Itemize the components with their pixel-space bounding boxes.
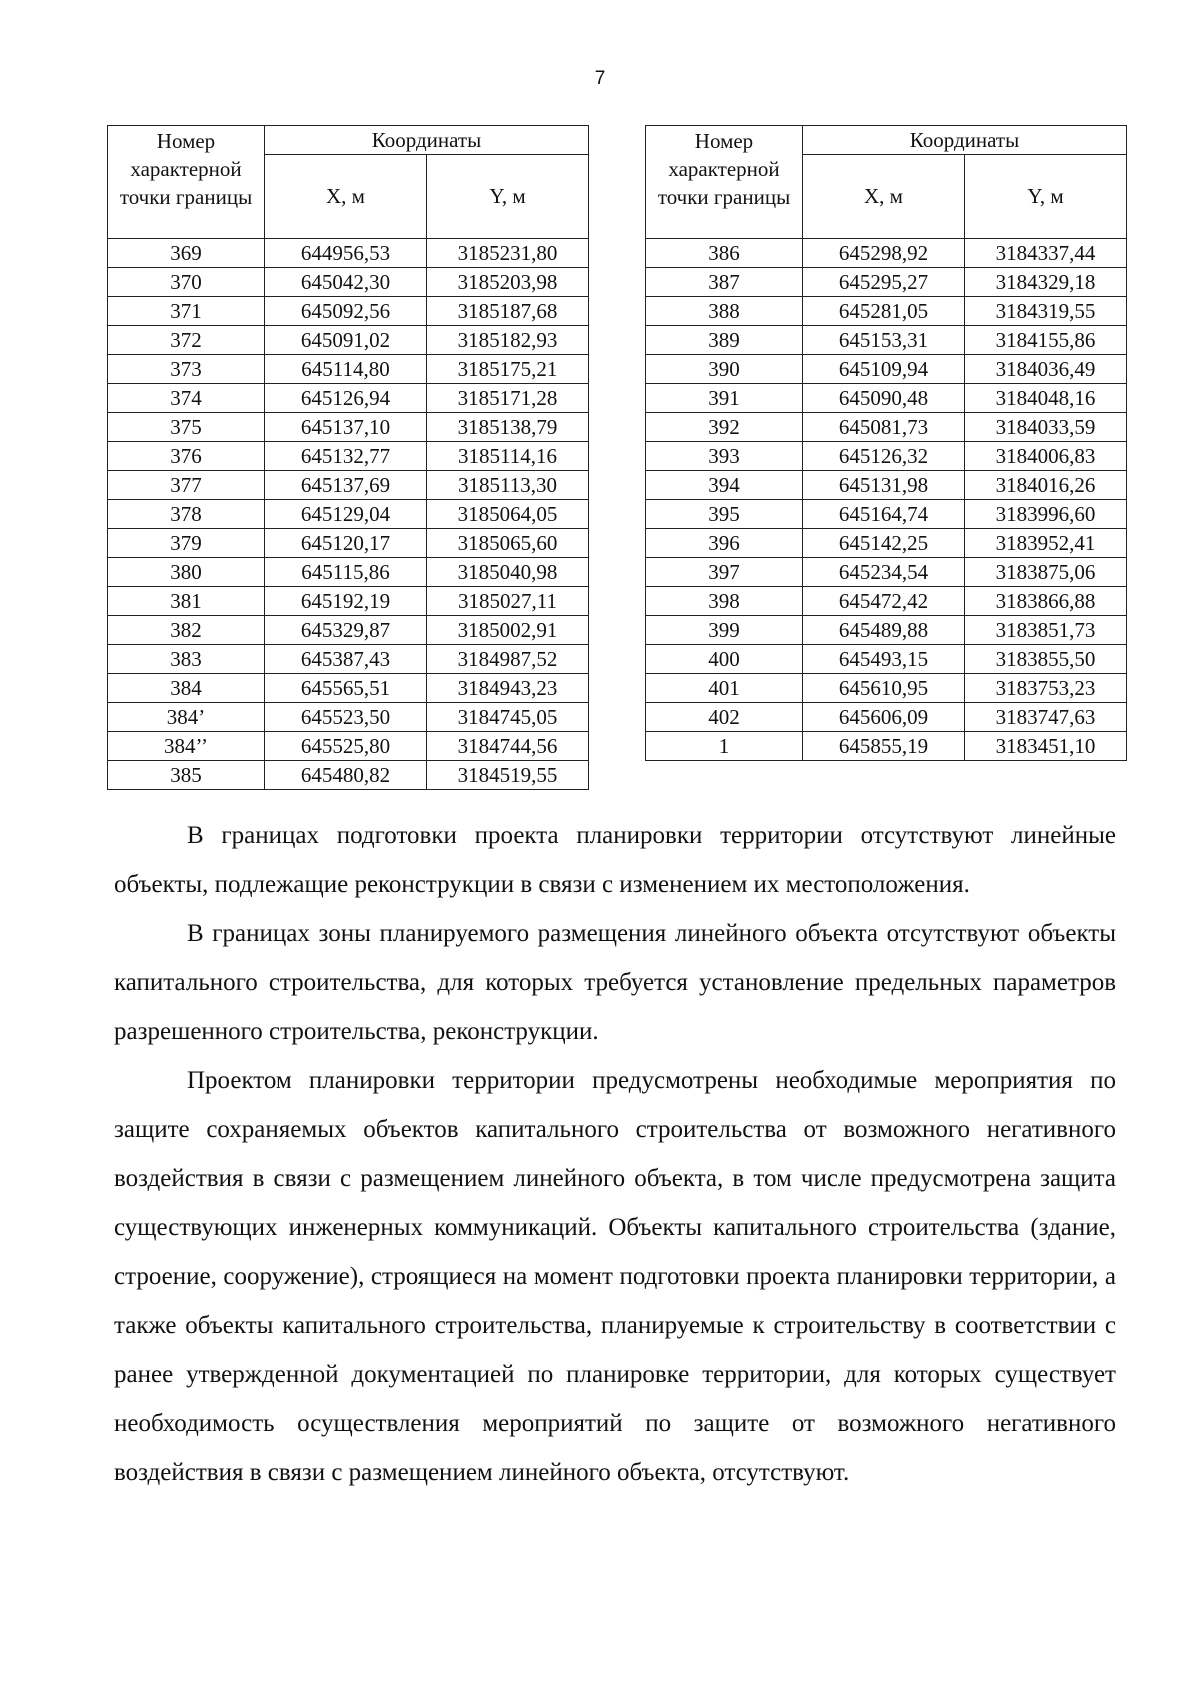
header-x: X, м bbox=[803, 155, 965, 239]
y-coordinate-cell: 3185187,68 bbox=[427, 297, 589, 326]
x-coordinate-cell: 645126,94 bbox=[265, 384, 427, 413]
header-y: Y, м bbox=[427, 155, 589, 239]
x-coordinate-cell: 645192,19 bbox=[265, 587, 427, 616]
x-coordinate-cell: 645329,87 bbox=[265, 616, 427, 645]
x-coordinate-cell: 645164,74 bbox=[803, 500, 965, 529]
point-number-cell: 384’’ bbox=[108, 732, 265, 761]
body-text bbox=[114, 811, 1116, 1497]
table-body bbox=[646, 239, 1127, 761]
table-row bbox=[646, 326, 1127, 355]
page-number: 7 bbox=[594, 68, 606, 89]
y-coordinate-cell: 3185040,98 bbox=[427, 558, 589, 587]
point-number-cell: 398 bbox=[646, 587, 803, 616]
x-coordinate-cell: 645606,09 bbox=[803, 703, 965, 732]
x-coordinate-cell: 645153,31 bbox=[803, 326, 965, 355]
point-number-cell: 371 bbox=[108, 297, 265, 326]
y-coordinate-cell: 3183875,06 bbox=[965, 558, 1127, 587]
point-number-cell: 387 bbox=[646, 268, 803, 297]
point-number-cell: 397 bbox=[646, 558, 803, 587]
table-row bbox=[646, 558, 1127, 587]
table-row bbox=[646, 297, 1127, 326]
y-coordinate-cell: 3184943,23 bbox=[427, 674, 589, 703]
table-row bbox=[108, 268, 589, 297]
y-coordinate-cell: 3185065,60 bbox=[427, 529, 589, 558]
x-coordinate-cell: 645137,10 bbox=[265, 413, 427, 442]
point-number-cell: 401 bbox=[646, 674, 803, 703]
x-coordinate-cell: 645120,17 bbox=[265, 529, 427, 558]
point-number-cell: 400 bbox=[646, 645, 803, 674]
point-number-cell: 392 bbox=[646, 413, 803, 442]
x-coordinate-cell: 645387,43 bbox=[265, 645, 427, 674]
table-row bbox=[646, 587, 1127, 616]
point-number-cell: 393 bbox=[646, 442, 803, 471]
table-row bbox=[646, 674, 1127, 703]
point-number-cell: 376 bbox=[108, 442, 265, 471]
y-coordinate-cell: 3184337,44 bbox=[965, 239, 1127, 268]
point-number-cell: 377 bbox=[108, 471, 265, 500]
point-number-cell: 384 bbox=[108, 674, 265, 703]
table-row bbox=[646, 239, 1127, 268]
y-coordinate-cell: 3184016,26 bbox=[965, 471, 1127, 500]
y-coordinate-cell: 3183747,63 bbox=[965, 703, 1127, 732]
x-coordinate-cell: 645525,80 bbox=[265, 732, 427, 761]
table-row bbox=[108, 732, 589, 761]
point-number-cell: 372 bbox=[108, 326, 265, 355]
paragraph-capital-construction: В границах зоны планируемого размещения линейного объекта отсутствуют объекты капитального строительства, для которых требуется установление предельных параметров разрешенного строительства, реконструкции. bbox=[114, 920, 1116, 1045]
point-number-cell: 380 bbox=[108, 558, 265, 587]
x-coordinate-cell: 645129,04 bbox=[265, 500, 427, 529]
x-coordinate-cell: 645565,51 bbox=[265, 674, 427, 703]
y-coordinate-cell: 3183952,41 bbox=[965, 529, 1127, 558]
coordinates-table-right bbox=[645, 125, 1127, 761]
table-row bbox=[108, 703, 589, 732]
y-coordinate-cell: 3185175,21 bbox=[427, 355, 589, 384]
point-number-cell: 402 bbox=[646, 703, 803, 732]
header-coordinates: Координаты bbox=[803, 126, 1127, 155]
table-row bbox=[108, 471, 589, 500]
x-coordinate-cell: 645091,02 bbox=[265, 326, 427, 355]
header-coordinates: Координаты bbox=[265, 126, 589, 155]
table-row bbox=[646, 500, 1127, 529]
x-coordinate-cell: 645142,25 bbox=[803, 529, 965, 558]
y-coordinate-cell: 3185171,28 bbox=[427, 384, 589, 413]
table-row bbox=[646, 645, 1127, 674]
table-row bbox=[108, 558, 589, 587]
table-row bbox=[108, 326, 589, 355]
table-row bbox=[646, 732, 1127, 761]
paragraph-linear-objects: В границах подготовки проекта планировки территории отсутствуют линейные объекты, подлежащие реконструкции в связи с изменением их местоположения. bbox=[114, 822, 1116, 898]
table-row bbox=[646, 703, 1127, 732]
x-coordinate-cell: 645489,88 bbox=[803, 616, 965, 645]
table-row bbox=[108, 645, 589, 674]
y-coordinate-cell: 3184744,56 bbox=[427, 732, 589, 761]
y-coordinate-cell: 3185027,11 bbox=[427, 587, 589, 616]
table-row bbox=[108, 297, 589, 326]
y-coordinate-cell: 3184036,49 bbox=[965, 355, 1127, 384]
y-coordinate-cell: 3184987,52 bbox=[427, 645, 589, 674]
table-row bbox=[108, 413, 589, 442]
y-coordinate-cell: 3185113,30 bbox=[427, 471, 589, 500]
x-coordinate-cell: 645090,48 bbox=[803, 384, 965, 413]
x-coordinate-cell: 645493,15 bbox=[803, 645, 965, 674]
x-coordinate-cell: 645132,77 bbox=[265, 442, 427, 471]
table-body bbox=[108, 239, 589, 790]
x-coordinate-cell: 645114,80 bbox=[265, 355, 427, 384]
x-coordinate-cell: 645610,95 bbox=[803, 674, 965, 703]
point-number-cell: 385 bbox=[108, 761, 265, 790]
y-coordinate-cell: 3184006,83 bbox=[965, 442, 1127, 471]
x-coordinate-cell: 645137,69 bbox=[265, 471, 427, 500]
table-row bbox=[646, 384, 1127, 413]
table-row bbox=[646, 471, 1127, 500]
y-coordinate-cell: 3183851,73 bbox=[965, 616, 1127, 645]
y-coordinate-cell: 3183753,23 bbox=[965, 674, 1127, 703]
y-coordinate-cell: 3184329,18 bbox=[965, 268, 1127, 297]
point-number-cell: 382 bbox=[108, 616, 265, 645]
y-coordinate-cell: 3185182,93 bbox=[427, 326, 589, 355]
table-row bbox=[108, 500, 589, 529]
x-coordinate-cell: 645131,98 bbox=[803, 471, 965, 500]
table-row bbox=[646, 355, 1127, 384]
point-number-cell: 381 bbox=[108, 587, 265, 616]
header-point-number: Номер характерной точки границы bbox=[646, 126, 803, 239]
table-row bbox=[108, 674, 589, 703]
table-row bbox=[108, 616, 589, 645]
point-number-cell: 378 bbox=[108, 500, 265, 529]
y-coordinate-cell: 3184519,55 bbox=[427, 761, 589, 790]
y-coordinate-cell: 3185002,91 bbox=[427, 616, 589, 645]
point-number-cell: 384’ bbox=[108, 703, 265, 732]
y-coordinate-cell: 3185203,98 bbox=[427, 268, 589, 297]
coordinates-table-left bbox=[107, 125, 589, 790]
x-coordinate-cell: 645523,50 bbox=[265, 703, 427, 732]
point-number-cell: 394 bbox=[646, 471, 803, 500]
table-row bbox=[108, 761, 589, 790]
point-number-cell: 396 bbox=[646, 529, 803, 558]
x-coordinate-cell: 645855,19 bbox=[803, 732, 965, 761]
point-number-cell: 373 bbox=[108, 355, 265, 384]
x-coordinate-cell: 645480,82 bbox=[265, 761, 427, 790]
y-coordinate-cell: 3184319,55 bbox=[965, 297, 1127, 326]
header-x: X, м bbox=[265, 155, 427, 239]
point-number-cell: 390 bbox=[646, 355, 803, 384]
y-coordinate-cell: 3183866,88 bbox=[965, 587, 1127, 616]
x-coordinate-cell: 645295,27 bbox=[803, 268, 965, 297]
point-number-cell: 374 bbox=[108, 384, 265, 413]
y-coordinate-cell: 3185231,80 bbox=[427, 239, 589, 268]
table-row bbox=[646, 442, 1127, 471]
x-coordinate-cell: 645472,42 bbox=[803, 587, 965, 616]
table-row bbox=[108, 587, 589, 616]
table-row bbox=[108, 529, 589, 558]
y-coordinate-cell: 3183996,60 bbox=[965, 500, 1127, 529]
paragraph-protection-measures: Проектом планировки территории предусмотрены необходимые мероприятия по защите сохраняемых объектов капитального строительства от возможного негативного воздействия в связи с размещением линейного объекта, в том числе предусмотрена защита существующих инженерных коммуникаций. Объекты капитального строительства (здание, строение, сооружение), строящиеся на момент подготовки проекта планировки территории, а также объекты капитального строительства, планируемые к строительству в соответствии с ранее утвержденной документацией по планировке территории, для которых существует необходимость осуществления мероприятий по защите от возможного негативного воздействия в связи с размещением линейного объекта, отсутствуют. bbox=[114, 1067, 1116, 1486]
x-coordinate-cell: 645081,73 bbox=[803, 413, 965, 442]
x-coordinate-cell: 645298,92 bbox=[803, 239, 965, 268]
point-number-cell: 375 bbox=[108, 413, 265, 442]
table-row bbox=[646, 413, 1127, 442]
point-number-cell: 391 bbox=[646, 384, 803, 413]
point-number-cell: 386 bbox=[646, 239, 803, 268]
x-coordinate-cell: 645234,54 bbox=[803, 558, 965, 587]
y-coordinate-cell: 3183451,10 bbox=[965, 732, 1127, 761]
y-coordinate-cell: 3184745,05 bbox=[427, 703, 589, 732]
point-number-cell: 395 bbox=[646, 500, 803, 529]
y-coordinate-cell: 3184033,59 bbox=[965, 413, 1127, 442]
table-row bbox=[646, 616, 1127, 645]
point-number-cell: 379 bbox=[108, 529, 265, 558]
y-coordinate-cell: 3184048,16 bbox=[965, 384, 1127, 413]
y-coordinate-cell: 3183855,50 bbox=[965, 645, 1127, 674]
y-coordinate-cell: 3185138,79 bbox=[427, 413, 589, 442]
point-number-cell: 1 bbox=[646, 732, 803, 761]
table-row bbox=[108, 384, 589, 413]
point-number-cell: 370 bbox=[108, 268, 265, 297]
point-number-cell: 389 bbox=[646, 326, 803, 355]
x-coordinate-cell: 645115,86 bbox=[265, 558, 427, 587]
table-row bbox=[108, 355, 589, 384]
y-coordinate-cell: 3185114,16 bbox=[427, 442, 589, 471]
table-row bbox=[646, 529, 1127, 558]
y-coordinate-cell: 3184155,86 bbox=[965, 326, 1127, 355]
y-coordinate-cell: 3185064,05 bbox=[427, 500, 589, 529]
x-coordinate-cell: 645092,56 bbox=[265, 297, 427, 326]
table-row bbox=[108, 239, 589, 268]
table-row bbox=[108, 442, 589, 471]
table-row bbox=[646, 268, 1127, 297]
header-y: Y, м bbox=[965, 155, 1127, 239]
point-number-cell: 383 bbox=[108, 645, 265, 674]
x-coordinate-cell: 644956,53 bbox=[265, 239, 427, 268]
x-coordinate-cell: 645042,30 bbox=[265, 268, 427, 297]
point-number-cell: 388 bbox=[646, 297, 803, 326]
x-coordinate-cell: 645281,05 bbox=[803, 297, 965, 326]
header-point-number: Номер характерной точки границы bbox=[108, 126, 265, 239]
point-number-cell: 399 bbox=[646, 616, 803, 645]
x-coordinate-cell: 645126,32 bbox=[803, 442, 965, 471]
x-coordinate-cell: 645109,94 bbox=[803, 355, 965, 384]
point-number-cell: 369 bbox=[108, 239, 265, 268]
